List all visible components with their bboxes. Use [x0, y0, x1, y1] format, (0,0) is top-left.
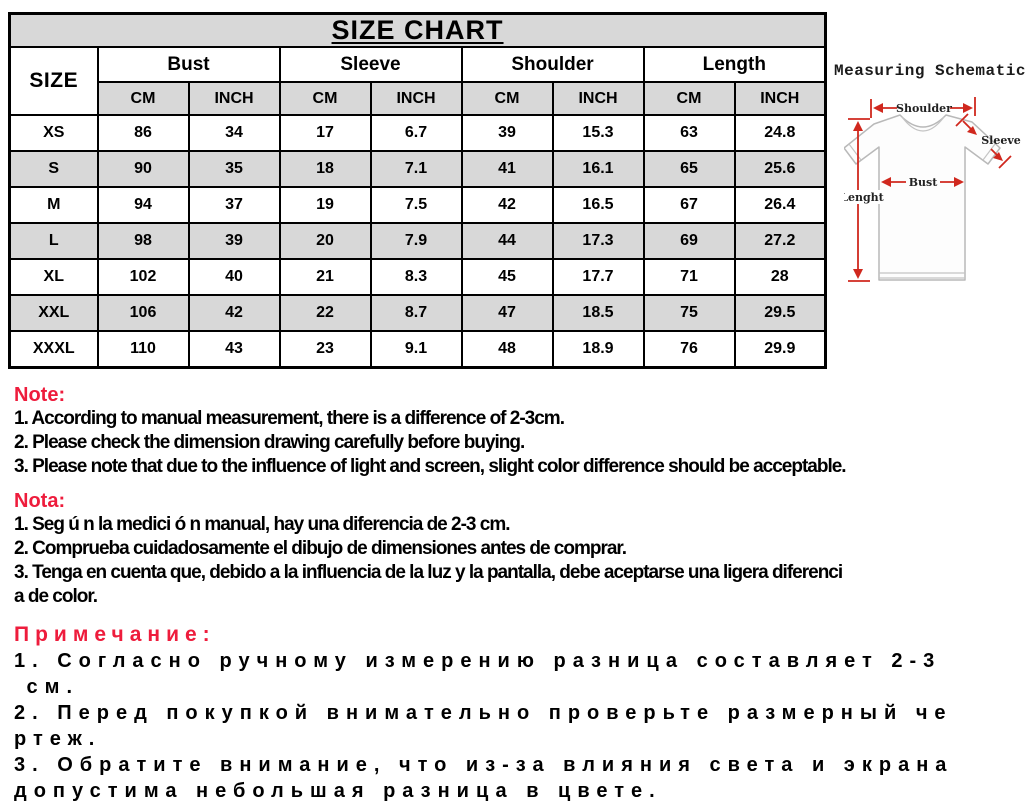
note-section-spanish [14, 489, 1026, 609]
value-cell: 71 [644, 259, 735, 295]
note-heading-english: Note: [14, 384, 66, 406]
value-cell: 102 [98, 259, 189, 295]
table-group-header-row [10, 47, 826, 82]
value-cell: 15.3 [553, 115, 644, 151]
group-header-bust: Bust [98, 47, 280, 82]
unit-header: INCH [371, 82, 462, 115]
sleeve-dimension-label: Sleeve [981, 134, 1021, 147]
value-cell: 45 [462, 259, 553, 295]
value-cell: 65 [644, 151, 735, 187]
unit-header: CM [644, 82, 735, 115]
group-header-sleeve: Sleeve [280, 47, 462, 82]
size-cell: L [10, 223, 98, 259]
unit-header: INCH [553, 82, 644, 115]
bust-dimension-label: Bust [908, 176, 938, 189]
value-cell: 6.7 [371, 115, 462, 151]
note-line: 1. According to manual measurement, there is a difference of 2-3cm. [14, 408, 564, 429]
note-line: ртеж. [14, 728, 102, 750]
value-cell: 44 [462, 223, 553, 259]
value-cell: 18 [280, 151, 371, 187]
note-line: допустима небольшая разница в цвете. [14, 780, 662, 802]
note-line: 2. Comprueba cuidadosamente el dibujo de dimensiones antes de comprar. [14, 538, 627, 559]
value-cell: 48 [462, 331, 553, 367]
value-cell: 16.5 [553, 187, 644, 223]
length-dimension-label: Lenght [844, 191, 884, 204]
value-cell: 17.3 [553, 223, 644, 259]
size-cell: XXXL [10, 331, 98, 367]
table-row-m [10, 187, 826, 223]
value-cell: 29.9 [735, 331, 826, 367]
size-cell: S [10, 151, 98, 187]
value-cell: 47 [462, 295, 553, 331]
group-header-shoulder: Shoulder [462, 47, 644, 82]
measuring-schematic [834, 62, 1027, 310]
table-unit-header-row [10, 82, 826, 115]
tshirt-diagram [844, 90, 1027, 310]
value-cell: 16.1 [553, 151, 644, 187]
table-row-xxl [10, 295, 826, 331]
value-cell: 110 [98, 331, 189, 367]
value-cell: 37 [189, 187, 280, 223]
note-line: 2. Перед покупкой внимательно проверьте размерный че [14, 702, 953, 724]
group-header-length: Length [644, 47, 826, 82]
value-cell: 41 [462, 151, 553, 187]
size-cell: XS [10, 115, 98, 151]
value-cell: 27.2 [735, 223, 826, 259]
value-cell: 22 [280, 295, 371, 331]
value-cell: 17.7 [553, 259, 644, 295]
note-line: 1. Согласно ручному измерению разница составляет 2-3 [14, 650, 942, 672]
note-line: 2. Please check the dimension drawing carefully before buying. [14, 432, 525, 453]
value-cell: 35 [189, 151, 280, 187]
shoulder-dimension-label: Shoulder [896, 102, 952, 115]
value-cell: 43 [189, 331, 280, 367]
unit-header: CM [98, 82, 189, 115]
value-cell: 67 [644, 187, 735, 223]
value-cell: 7.9 [371, 223, 462, 259]
value-cell: 24.8 [735, 115, 826, 151]
table-row-s [10, 151, 826, 187]
value-cell: 26.4 [735, 187, 826, 223]
size-chart-table [8, 12, 827, 369]
value-cell: 34 [189, 115, 280, 151]
value-cell: 18.5 [553, 295, 644, 331]
value-cell: 7.5 [371, 187, 462, 223]
value-cell: 23 [280, 331, 371, 367]
value-cell: 86 [98, 115, 189, 151]
note-section-russian [14, 621, 1026, 804]
value-cell: 94 [98, 187, 189, 223]
value-cell: 29.5 [735, 295, 826, 331]
table-title-row [10, 14, 826, 48]
value-cell: 90 [98, 151, 189, 187]
table-title-cell [10, 14, 826, 48]
value-cell: 76 [644, 331, 735, 367]
size-cell: XXL [10, 295, 98, 331]
unit-header: INCH [735, 82, 826, 115]
size-cell: M [10, 187, 98, 223]
value-cell: 98 [98, 223, 189, 259]
note-line: см. [14, 676, 80, 698]
page-title: SIZE CHART [331, 15, 504, 45]
value-cell: 17 [280, 115, 371, 151]
table-row-xl [10, 259, 826, 295]
value-cell: 75 [644, 295, 735, 331]
value-cell: 42 [462, 187, 553, 223]
unit-header: INCH [189, 82, 280, 115]
value-cell: 19 [280, 187, 371, 223]
note-line: 3. Обратите внимание, что из-за влияния света и экрана [14, 754, 954, 776]
note-line: a de color. [14, 586, 97, 607]
value-cell: 39 [189, 223, 280, 259]
table-row-xxxl [10, 331, 826, 367]
schematic-title: Measuring Schematic [834, 62, 1026, 80]
note-line: 1. Seg ú n la medici ó n manual, hay una diferencia de 2-3 cm. [14, 514, 510, 535]
note-line: 3. Please note that due to the influence of light and screen, slight color difference should be acceptable. [14, 456, 846, 477]
value-cell: 28 [735, 259, 826, 295]
value-cell: 20 [280, 223, 371, 259]
value-cell: 9.1 [371, 331, 462, 367]
value-cell: 42 [189, 295, 280, 331]
value-cell: 39 [462, 115, 553, 151]
note-section-english [14, 383, 1026, 479]
table-row-xs [10, 115, 826, 151]
tshirt-schematic-drawing [844, 90, 1026, 305]
value-cell: 18.9 [553, 331, 644, 367]
column-header-size: SIZE [10, 47, 98, 115]
table-row-l [10, 223, 826, 259]
note-heading-spanish: Nota: [14, 490, 66, 512]
size-cell: XL [10, 259, 98, 295]
unit-header: CM [280, 82, 371, 115]
value-cell: 7.1 [371, 151, 462, 187]
value-cell: 25.6 [735, 151, 826, 187]
value-cell: 40 [189, 259, 280, 295]
value-cell: 8.3 [371, 259, 462, 295]
value-cell: 8.7 [371, 295, 462, 331]
note-line: 3. Tenga en cuenta que, debido a la influencia de la luz y la pantalla, debe aceptarse una ligera diferenci [14, 562, 843, 583]
unit-header: CM [462, 82, 553, 115]
value-cell: 63 [644, 115, 735, 151]
value-cell: 106 [98, 295, 189, 331]
value-cell: 69 [644, 223, 735, 259]
note-heading-russian: Примечание: [14, 623, 216, 646]
value-cell: 21 [280, 259, 371, 295]
